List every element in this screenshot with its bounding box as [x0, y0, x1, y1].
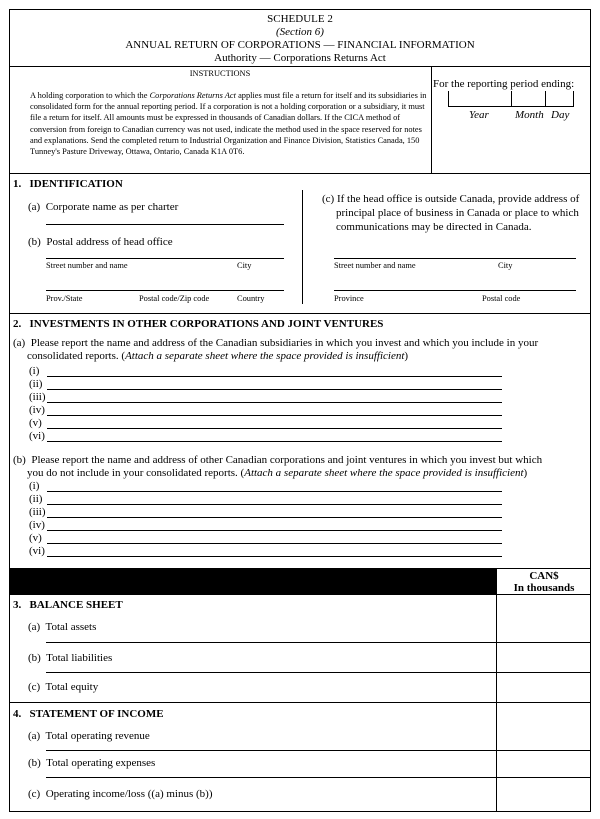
subsidiaries-instructions — [13, 337, 583, 363]
row-divider — [46, 750, 496, 751]
other-investment-numeral: (v) — [29, 532, 42, 544]
period-label: For the reporting period ending: — [433, 78, 575, 90]
operating-expenses-field[interactable] — [497, 751, 591, 777]
other-investments-line-2-pre: you do not include in your consolidated reports. ( — [27, 467, 245, 479]
foreign-head-office-line-3: communications may be directed in Canada. — [336, 221, 532, 233]
subsidiaries-line-1: (a) Please report the name and address of the Canadian subsidiaries in which you invest and which you include in your — [13, 337, 539, 349]
form-title: ANNUAL RETURN OF CORPORATIONS — FINANCIAL INFORMATION — [125, 39, 475, 51]
divider — [9, 66, 591, 67]
month-label: Month — [515, 109, 544, 121]
c-province-label: Province — [334, 294, 364, 303]
instructions-text — [30, 90, 428, 157]
other-investment-entry-line[interactable] — [47, 491, 502, 492]
corporate-name-label: (a) Corporate name as per charter — [28, 201, 179, 213]
date-tick — [448, 91, 449, 107]
period-date-field[interactable] — [448, 91, 574, 107]
total-equity-field[interactable] — [497, 673, 591, 702]
subsidiary-numeral: (iii) — [29, 391, 46, 403]
c-street-label: Street number and name — [334, 261, 416, 270]
other-investment-numeral: (iii) — [29, 506, 46, 518]
instructions-text-post: applies must file a return for itself and its subsidiaries in consolidated form for the annual reporting period. If a corporation is not a holding corporation or a subsidiary, it must file a return for itself. All amounts must be expressed in thousands of Canadian dollars. If the CICA method of conversion from foreign to Canadian currency was not used, indicate the method used in the space reserved for notes and explanations. Send the completed return to Industrial Organization and Finance Division, Statistics Canada, 150 Tunney's Pasture Driveway, Ottawa, Ontario, Canada K1A 0T6. — [30, 91, 427, 157]
other-investment-entry-line[interactable] — [47, 530, 502, 531]
total-liabilities-label: (b) Total liabilities — [28, 652, 113, 664]
other-investments-instructions — [13, 454, 588, 480]
subsidiaries-line-2-pre: consolidated reports. ( — [27, 350, 126, 362]
schedule-title: SCHEDULE 2 — [267, 13, 333, 25]
other-investment-entry-line[interactable] — [47, 556, 502, 557]
date-tick — [573, 91, 574, 107]
subsidiary-entry-line[interactable] — [47, 415, 502, 416]
prov-postal-country-field[interactable] — [46, 290, 284, 291]
street-city-field[interactable] — [46, 258, 284, 259]
prov-label: Prov./State — [46, 294, 83, 303]
other-investments-line-2-post: ) — [523, 467, 528, 479]
foreign-head-office-line-2: principal place of business in Canada or place to which — [336, 207, 579, 219]
other-investment-entry-line[interactable] — [47, 543, 502, 544]
corporate-name-field[interactable] — [46, 224, 284, 225]
operating-income-label: (c) Operating income/loss ((a) minus (b)) — [28, 788, 213, 800]
row-divider — [46, 672, 496, 673]
subsidiaries-line-2-post: ) — [404, 350, 409, 362]
subsidiary-numeral: (iv) — [29, 404, 45, 416]
divider — [431, 66, 432, 173]
other-investment-entry-line[interactable] — [47, 517, 502, 518]
subsidiary-entry-line[interactable] — [47, 441, 502, 442]
other-investment-entry-line[interactable] — [47, 504, 502, 505]
other-investment-numeral: (iv) — [29, 519, 45, 531]
subsidiary-entry-line[interactable] — [47, 428, 502, 429]
country-label: Country — [237, 294, 265, 303]
subsidiary-numeral: (ii) — [29, 378, 43, 390]
section-1-heading: 1. IDENTIFICATION — [13, 178, 123, 190]
c-city-label: City — [498, 261, 513, 270]
act-name: Corporations Returns Act — [149, 91, 236, 100]
c-street-city-field[interactable] — [334, 258, 576, 259]
other-investment-numeral: (ii) — [29, 493, 43, 505]
authority-line: Authority — Corporations Returns Act — [214, 52, 386, 64]
divider — [9, 702, 591, 703]
total-liabilities-field[interactable] — [497, 643, 591, 672]
currency-header — [497, 570, 591, 594]
row-divider — [46, 777, 496, 778]
c-postal-label: Postal code — [482, 294, 521, 303]
row-divider — [46, 642, 496, 643]
foreign-head-office-label — [322, 192, 579, 234]
subsidiary-numeral: (i) — [29, 365, 40, 377]
date-tick — [545, 91, 546, 107]
postal-zip-label: Postal code/Zip code — [139, 294, 210, 303]
day-label: Day — [551, 109, 570, 121]
currency-label: CAN$ — [529, 570, 559, 582]
amounts-header-bar — [9, 568, 496, 594]
thousands-label: In thousands — [513, 582, 575, 594]
subsidiary-numeral: (v) — [29, 417, 42, 429]
divider — [9, 568, 591, 569]
attach-sheet-note: Attach a separate sheet where the space provided is insufficient — [125, 350, 405, 362]
section-4-heading: 4. STATEMENT OF INCOME — [13, 708, 164, 720]
postal-address-label: (b) Postal address of head office — [28, 236, 173, 248]
total-equity-label: (c) Total equity — [28, 681, 99, 693]
divider — [302, 190, 303, 304]
other-investments-line-2 — [13, 467, 588, 480]
operating-expenses-label: (b) Total operating expenses — [28, 757, 156, 769]
section-2-heading: 2. INVESTMENTS IN OTHER CORPORATIONS AND JOINT VENTURES — [13, 318, 384, 330]
subsidiary-entry-line[interactable] — [47, 389, 502, 390]
subsidiary-numeral: (vi) — [29, 430, 45, 442]
foreign-head-office-line-1: (c) If the head office is outside Canada, provide address of — [322, 193, 580, 205]
total-assets-field[interactable] — [497, 614, 591, 642]
other-investment-numeral: (vi) — [29, 545, 45, 557]
operating-revenue-field[interactable] — [497, 722, 591, 750]
section-reference: (Section 6) — [276, 26, 324, 38]
operating-revenue-label: (a) Total operating revenue — [28, 730, 150, 742]
city-label: City — [237, 261, 252, 270]
subsidiary-entry-line[interactable] — [47, 376, 502, 377]
operating-income-field[interactable] — [497, 778, 591, 811]
subsidiary-entry-line[interactable] — [47, 402, 502, 403]
attach-sheet-note: Attach a separate sheet where the space provided is insufficient — [244, 467, 524, 479]
total-assets-label: (a) Total assets — [28, 621, 97, 633]
instructions-text-pre: A holding corporation to which the — [30, 91, 150, 100]
section-3-heading: 3. BALANCE SHEET — [13, 599, 123, 611]
c-province-postal-field[interactable] — [334, 290, 576, 291]
divider — [9, 313, 591, 314]
year-label: Year — [469, 109, 489, 121]
street-label: Street number and name — [46, 261, 128, 270]
divider — [9, 173, 591, 174]
other-investments-line-1: (b) Please report the name and address of other Canadian corporations and joint ventures in which you invest but which — [13, 454, 543, 466]
instructions-heading: INSTRUCTIONS — [189, 69, 251, 78]
divider — [9, 594, 591, 595]
other-investment-numeral: (i) — [29, 480, 40, 492]
subsidiaries-line-2 — [13, 350, 583, 363]
date-tick — [511, 91, 512, 107]
